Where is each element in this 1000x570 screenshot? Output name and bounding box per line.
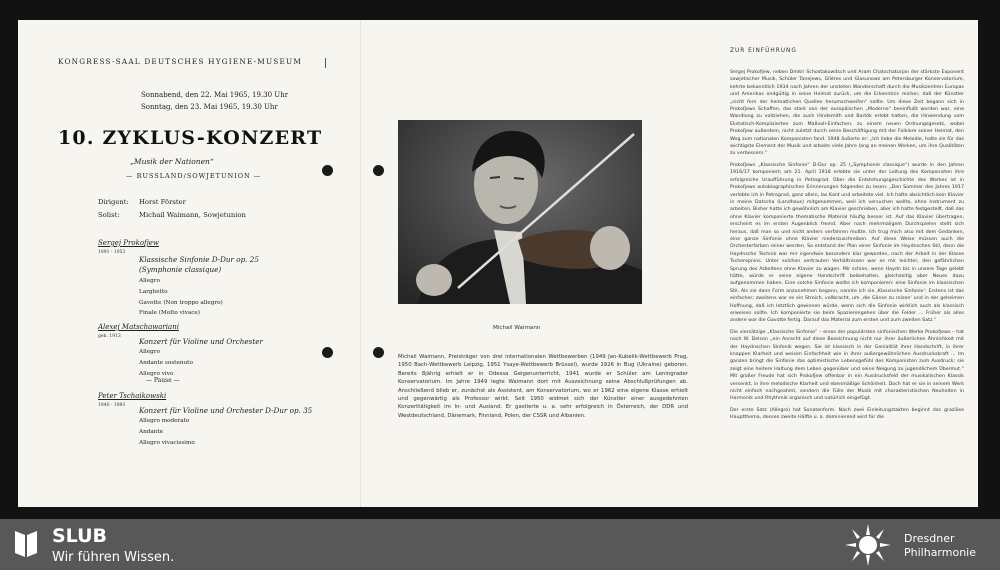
soloist-biography: Michail Waimann, Preisträger von drei internationalen Wettbewerben (1949 Jan-Kubelik-Wettbewerb Prag, 1950 Bach-Wettbewerb Leipzig, 1951 Ysaye-Wettbewerb Brüssel), wurde 1926 in Bug (Ukraine) geboren. Bereits 8jährig erhielt er in Odessa Geigenunterricht, 1941 wurde er Schüler am Leningrader Konservatorium. Im Jahre 1949 legte Waimann dort mit Auszeichnung seine Abschlußprüfungen ab. Anschließend blieb er, zunächst als Assistent, am Konservatorium, wo er 1962 eine eigene Klasse erhielt und gegenwärtig als Professor wirkt. Seit 1950 widmet sich der Künstler einer ausgedehnten Konzerttätigkeit im In- und Ausland. Er gastierte u. a. sehr erfolgreich in Österreich, der DDR und Westdeutschland, Dänemark, Finnland, Polen, der CSSR und Albanien. — [398, 354, 688, 419]
violinist-portrait — [398, 120, 642, 304]
movement: Finale (Molto vivace) — [139, 310, 201, 317]
punch-hole — [322, 347, 333, 358]
movement: Allegro vivacissimo — [139, 439, 195, 446]
philharmonie-name-line2: Philharmonie — [904, 546, 976, 559]
philharmonie-name-line1: Dresdner — [904, 532, 955, 545]
fold-line — [360, 20, 361, 507]
punch-hole — [373, 347, 384, 358]
movement: Allegro vivo — [139, 370, 174, 377]
composer-name: Sergej Prokofjew — [98, 239, 159, 247]
intro-paragraph: Prokofjews „Klassische Sinfonie“ D-Dur op. 25 („Symphonie classique“) wurde in den Jahren 1916/17 komponiert; am 21. April 1918 erlebte sie unter der Leitung des Komponisten ihre erfolgreiche Uraufführung in Petrograd. Über die Entstehungsgeschichte des Werkes ist in Prokofjews autobiographischen Erinnerungen folgendes zu lesen: „Den Sommer des Jahres 1917 verlebte ich in Petrograd, ganz allein, las Kant und arbeitete viel. Ich hatte absichtlich kein Klavier in meine Datscha (Landhaus) mitgenommen, weil ich versuchen wollte, ohne Instrument zu arbeiten. Bisher hatte ich gewöhnlich am Klavier geschrieben, aber ich hatte festgestellt, daß das ohne Klavier komponierte thematische Material häufig besser ist. Auf das Klavier übertragen, erscheint es im ersten Augenblick fremd. Aber nach mehrmaligem Durchspielen stellt sich heraus, daß man so und nicht anders verfahren mußte. Ich trug mich also mit dem Gedanken, eine ganze Sinfonie ohne Klavier niederzuschreiben. Auf diese Weise müssen auch die Orchesterfarben reiner werden. So entstand der Plan einer Sinfonie im Haydnschen Stil, denn die Haydnsche Technik war mir irgendwie besonders klar geworden, nach der Arbeit in der Klasse Tscherepnins. Unter solchen vertrauten Verhältnissen war es mir leichter, den gefährlichen Sprung des Arbeitens ohne Klavier zu wagen. Mir schien, wenn Haydn bis in unsere Tage gelebt hätte, würde er seine eigene Handschrift beibehalten, gleichzeitig aber Neues dazu aufgenommen haben. Eine solche Sinfonie wollte ich komponieren: eine Sinfonie im klassischen Stil. Als sie dann Form anzunehmen begann, nannte ich sie ‚Klassische Sinfonie‘: Erstens ist das einfacher; zweitens war es ein Streich, vollbracht, um ‚die Gänse zu reizen‘ und in der geheimen Hoffnung, daß ich letztlich gewinnen würde, wenn sich die Sinfonie wirklich auch als klassisch erweisen sollte. Ich komponierte sie beim Spazierengehen über die Felder ... Früher als alles andere war die Gavotte fertig. Darauf das Material zum ersten und zum zweiten Satz.“ — [730, 162, 964, 324]
movement: Allegro moderato — [139, 418, 190, 424]
intermission-label: — Pause — — [146, 377, 180, 384]
photo-caption: Michail Waimann — [493, 325, 541, 331]
soloist-photo — [398, 120, 642, 304]
intro-paragraph: Die viersätzige „Klassische Sinfonie“ – eines der populärsten sinfonischen Werke Prokofjews – hat noch W. Delson „ein Anrecht auf diese Bezeichnung nicht nur ihrer äußerlichen Ähnlichkeit mit der Haydnschen Sinfonik wegen. Sie ist klassisch in der Genialität ihrer Handschrift, in ihrer knappen Klarheit und weisen Einfachheit wie in ihrer außergewöhnlichen Ausdruckskraft ... Im ganzen bringt die Sinfonie das optimistische Lebensgefühl des Komponisten zum Ausdruck; sie zeigt eine heitere Haltung dem Leben gegenüber und seine Neigung zu jugendlichem Übermut.“ Mit großer Freude hat sich Prokofjew offenbar in ein Ausdrucksfeld der musikalischen Klassik versenkt, in ihre melodische Klarheit und ebenmäßige Schönheit. Doch hat er sie in seinem Werk nicht einfach nachgeahmt, sondern die Fülle der Musik mit charakteristischen Neuheiten in Harmonik und Rhythmik organisch und natürlich eingefügt. — [730, 329, 964, 402]
composer-years: 1840 - 1893 — [98, 403, 126, 408]
concert-dates — [141, 89, 288, 113]
movement: Allegro — [139, 278, 160, 284]
slub-book-icon — [13, 527, 39, 559]
conductor-label: Dirigent: — [98, 198, 129, 206]
work-title: Konzert für Violine und Orchester — [139, 337, 263, 346]
movement: Allegro — [139, 349, 160, 355]
philharmonie-logo-icon — [842, 523, 894, 567]
slub-tagline: Wir führen Wissen. — [52, 550, 175, 565]
concert-date: Sonnabend, den 22. Mai 1965, 19.30 Uhr — [141, 91, 289, 99]
movement: Gavotte (Non troppo allegro) — [139, 299, 223, 306]
movement-list — [139, 276, 223, 319]
divider — [325, 58, 326, 68]
conductor-name: Horst Förster — [139, 198, 186, 206]
introduction-text — [730, 69, 964, 426]
introduction-heading: ZUR EINFÜHRUNG — [730, 48, 797, 54]
composer-name: Peter Tschaikowski — [98, 392, 167, 400]
work-title: Klassische Sinfonie D-Dur op. 25 — [139, 255, 259, 264]
work-title: Konzert für Violine und Orchester D-Dur op. 35 — [139, 406, 313, 415]
composer-name: Alexej Matschawariani — [98, 323, 179, 331]
concert-title: 10. ZYKLUS-KONZERT — [58, 127, 323, 149]
soloist-label: Solist: — [98, 211, 120, 219]
concert-country: — RUSSLAND/SOWJETUNION — — [126, 172, 262, 180]
movement-list — [139, 347, 193, 379]
soloist-name: Michail Waimann, Sowjetunion — [139, 211, 246, 219]
movement: Larghetto — [139, 288, 168, 295]
work-subtitle: (Symphonie classique) — [139, 265, 222, 274]
movement-list — [139, 416, 195, 448]
intro-paragraph: Sergej Prokofjew, neben Dmitri Schostakowitsch und Aram Chatschaturjan der stärkste Exponent sowjetischer Musik, Schüler Tanejews, Glières und Glasunows am Petersburger Konservatorium, kehrte bekanntlich 1934 nach Jahren der unsteten Wanderschaft durch die Musikzentren Europas und Amerikas endgültig in seine Heimat zurück, um die Erkenntnis reicher, daß der Künstler „nicht fern der heimatlichen Quellen herumschweifen“ sollte. Um diese Zeit begann sich in Prokofjews Schaffen, das stark von der europäischen „Moderne“ beeinflußt worden war, eine Wandlung zu vollziehen, die auch Hindemith und Bartók erlebt hatten, die Hinwendung vom Ekstatisch-Komplizierten zum Maßvoll-Einfachen, zu einem neuen Ordnungsgesetz, wobei Prokofjew außerdem, nicht zuletzt durch seine Beschäftigung mit der Folklore seiner Heimat, den Weg zum nationalen Komponisten fand. 1948 äußerte er: „Ich liebe die Melodie, halte sie für das wichtigste Element der Musik und arbeite viele Jahre lang an meinen Werken, um ihre Qualitäten zu verbessern.“ — [730, 70, 964, 157]
composer-years: 1891 - 1953 — [98, 250, 126, 255]
footer-bar — [0, 519, 1000, 570]
slub-logo-text: SLUB — [52, 525, 108, 547]
movement: Andante sostenuto — [139, 359, 193, 366]
composer-years: geb. 1913 — [98, 334, 121, 339]
movement: Andante — [139, 428, 164, 435]
punch-hole — [322, 165, 333, 176]
venue-heading: KONGRESS-SAAL DEUTSCHES HYGIENE-MUSEUM — [58, 57, 303, 66]
concert-subtitle: „Musik der Nationen“ — [130, 157, 214, 166]
program-sheet — [18, 20, 978, 507]
concert-date: Sonntag, den 23. Mai 1965, 19.30 Uhr — [141, 103, 278, 111]
intro-paragraph: Der erste Satz (Allegro) hat Sonatenform. Nach zwei Einleitungstakten beginnt das graziöse Hauptthema, dessen zweite Hälfte u. a. dominierend wird für die — [730, 407, 964, 421]
punch-hole — [373, 165, 384, 176]
